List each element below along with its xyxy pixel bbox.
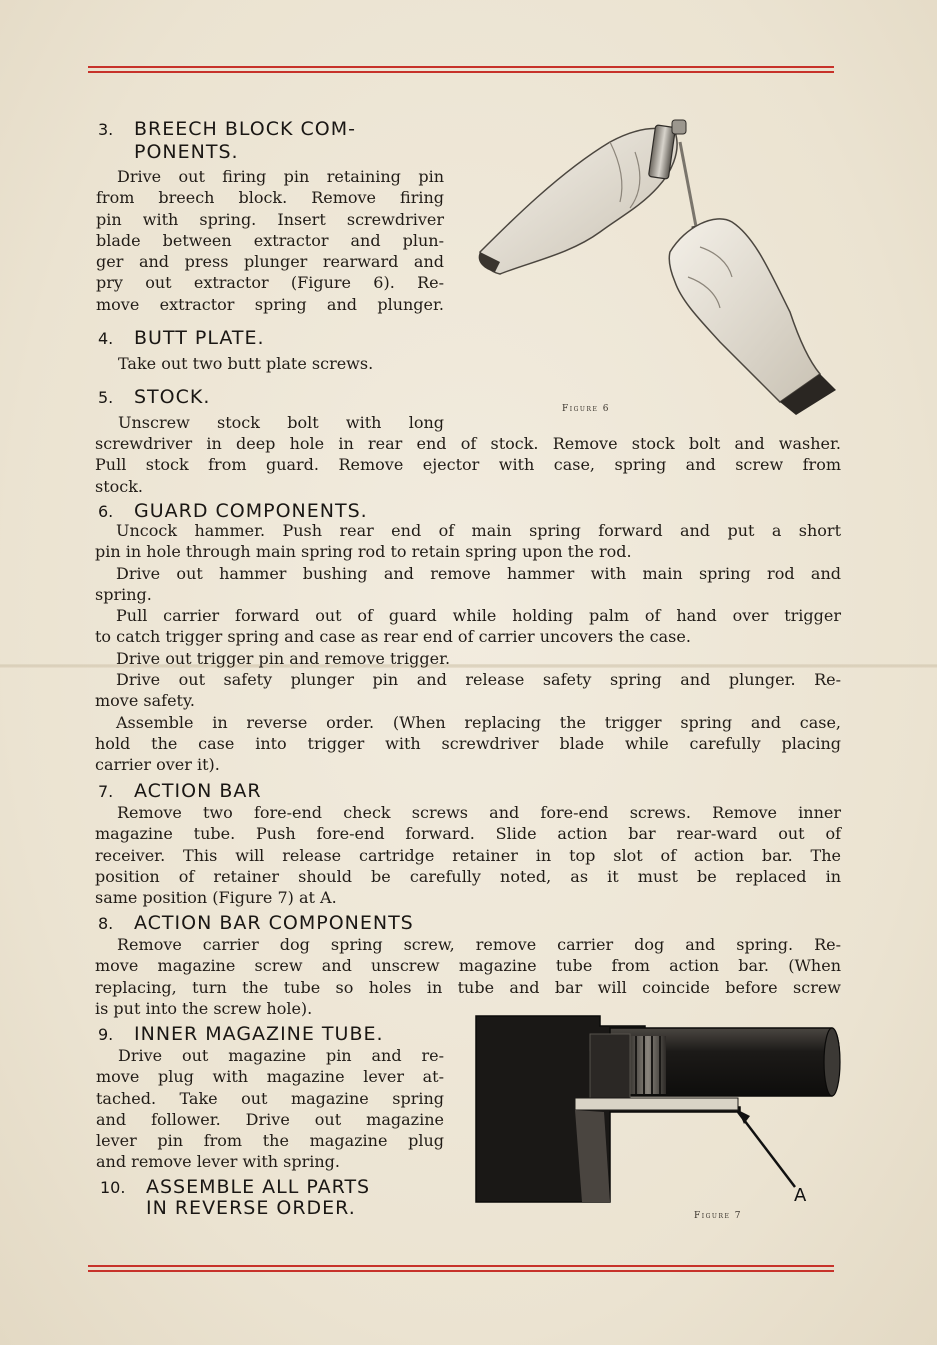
section-7-heading: 7. ACTION BAR [98,780,262,802]
figure-7-label-a: A [794,1185,807,1206]
section-10-heading-cont: IN REVERSE ORDER. [146,1197,356,1219]
figure-6-hands-illustration [470,112,840,417]
section-4-heading: 4. BUTT PLATE. [98,327,265,349]
section-5-text: screwdriver in deep hole in rear end of stock. Remove stock bolt and washer. Pull stock from guard. Remove ejector with case, spring and screw from stock. [95,434,841,496]
section-10-heading: 10. ASSEMBLE ALL PARTS [100,1176,371,1198]
section-8-text: Remove carrier dog spring screw, remove carrier dog and spring. Re- move magazine screw and unscrew magazine tube from action bar. (When replacing, turn the tube so holes in tube and bar will coincide before screw is put into the screw hole). [95,935,841,1018]
section-6-heading: 6. GUARD COMPONENTS. [98,500,368,522]
section-7-text: Remove two fore-end check screws and fore-end screws. Remove inner magazine tube. Push fore-end forward. Slide action bar rear-ward out of receiver. This will release cartridge retainer in top slot of action bar. The position of retainer should be carefully noted, as it must be replaced in same position (Figure 7) at A. [95,803,841,908]
bottom-double-rule [88,1265,834,1272]
section-5-text-line1: Unscrew stock bolt with long [118,413,444,432]
section-3-text: Drive out firing pin retaining pin from breech block. Remove firing pin with spring. Insert screwdriver blade between extractor and plun- ger and press plunger rearward and pry out extractor (Figure 6). Re- move extractor spring and plunger. [96,167,444,314]
section-4-text: Take out two butt plate screws. [118,354,374,373]
section-6-text: Uncock hammer. Push rear end of main spring forward and put a short pin in hole through main spring rod to retain spring upon the rod. Drive out hammer bushing and remove hammer with main spring rod and spring. Pull carrier forward out of guard while holding palm of hand over trigger to catch trigger spring and case as rear end of carrier uncovers the case. Drive out trigger pin and remove trigger. Drive out safety plunger pin and release safety spring and plunger. Re- move safety. Assemble in reverse order. (When replacing the trigger spring and case, hold the case into trigger with screwdriver blade while carefully placing carrier over it). [95,521,841,775]
figure-6-caption: Figure 6 [562,404,610,414]
figure-7-caption: Figure 7 [694,1211,742,1221]
top-double-rule [88,66,834,73]
figure-7-magazine-tube-illustration [470,1012,850,1218]
section-3-heading: 3. BREECH BLOCK COM- [98,118,356,140]
section-9-text: Drive out magazine pin and re- move plug with magazine lever at- tached. Take out magazine spring and follower. Drive out magazine lever pin from the magazine plug and remove lever with spring. [96,1046,444,1172]
section-5-heading: 5. STOCK. [98,386,211,408]
section-9-heading: 9. INNER MAGAZINE TUBE. [98,1023,384,1045]
section-8-heading: 8. ACTION BAR COMPONENTS [98,912,414,934]
section-3-heading-cont: PONENTS. [134,141,239,163]
